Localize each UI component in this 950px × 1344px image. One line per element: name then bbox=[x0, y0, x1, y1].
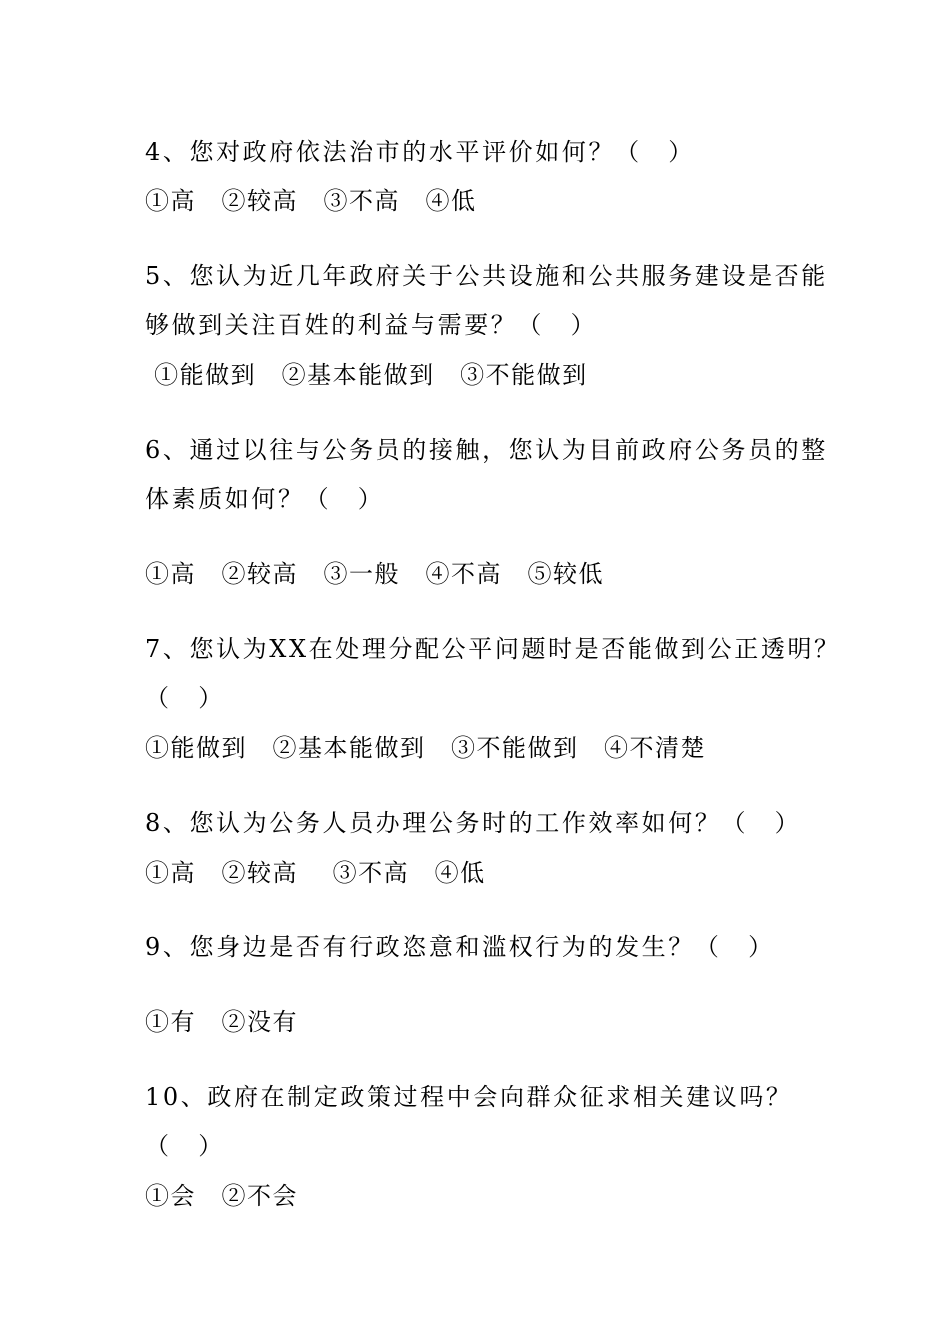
question-4-text: 4、您对政府依法治市的水平评价如何？（ ） bbox=[145, 138, 695, 166]
question-6-text-line-1: 6、通过以往与公务员的接触，您认为目前政府公务员的整 bbox=[145, 436, 828, 464]
question-4-options: ①高 ②较高 ③不高 ④低 bbox=[145, 187, 477, 215]
question-9-options: ①有 ②没有 bbox=[145, 1008, 298, 1036]
question-10-text-line-2: （ ） bbox=[145, 1132, 225, 1160]
question-7-text-line-2: （ ） bbox=[145, 684, 225, 712]
question-7-options: ①能做到 ②基本能做到 ③不能做到 ④不清楚 bbox=[145, 734, 706, 762]
question-6-options: ①高 ②较高 ③一般 ④不高 ⑤较低 bbox=[145, 560, 604, 588]
question-7-text-line-1: 7、您认为XX在处理分配公平问题时是否能做到公正透明？ bbox=[145, 635, 841, 663]
question-9-text: 9、您身边是否有行政恣意和滥权行为的发生？（ ） bbox=[145, 933, 775, 961]
question-5-text-line-2: 够做到关注百姓的利益与需要？（ ） bbox=[145, 311, 598, 339]
question-8-text: 8、您认为公务人员办理公务时的工作效率如何？（ ） bbox=[145, 809, 802, 837]
question-8-options: ①高 ②较高 ③不高 ④低 bbox=[145, 859, 486, 887]
question-10-text-line-1: 10、政府在制定政策过程中会向群众征求相关建议吗？ bbox=[145, 1083, 793, 1111]
question-6-text-line-2: 体素质如何？（ ） bbox=[145, 485, 385, 513]
question-5-options: ①能做到 ②基本能做到 ③不能做到 bbox=[145, 361, 588, 389]
question-10-options: ①会 ②不会 bbox=[145, 1182, 298, 1210]
question-5-text-line-1: 5、您认为近几年政府关于公共设施和公共服务建设是否能 bbox=[145, 262, 828, 290]
